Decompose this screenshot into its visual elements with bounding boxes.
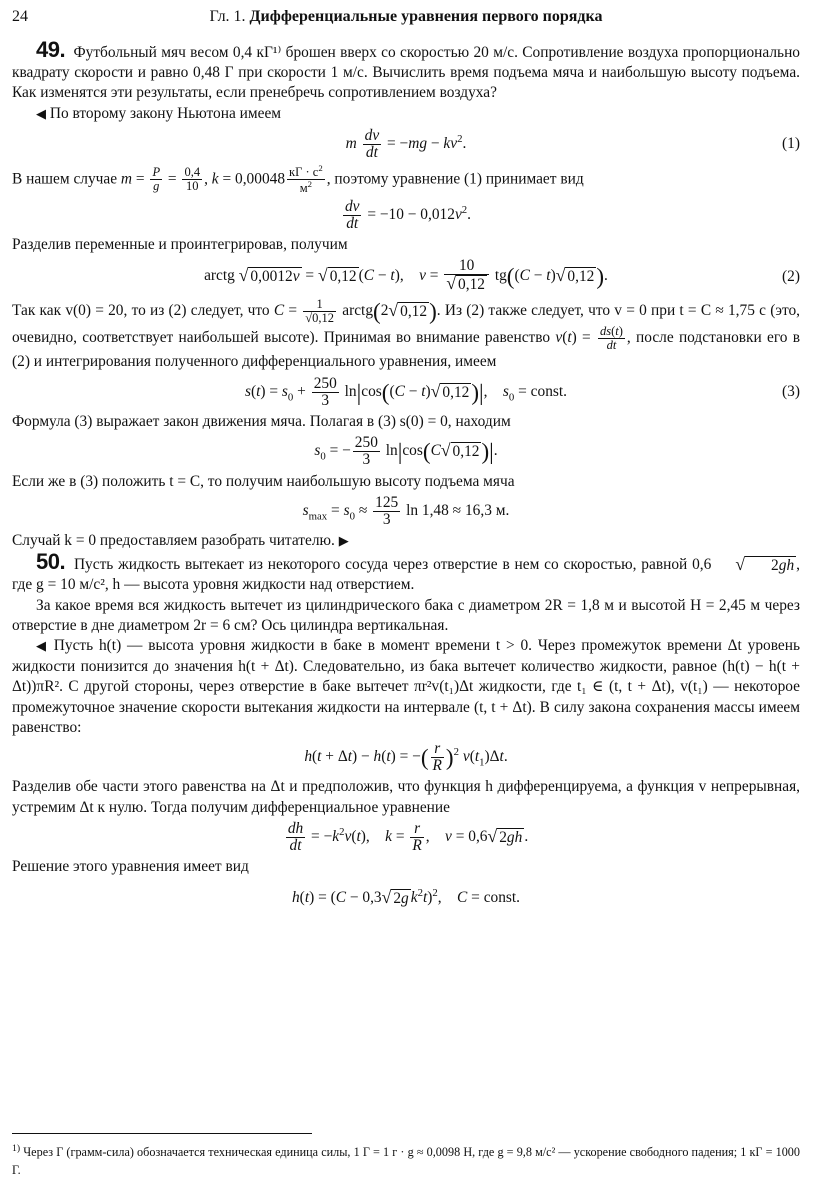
equation-2: arctg √ 0,0012v = √ 0,12 (C − t), v = 10 √ 0,12 tg((C − t) √ 0,12 ). (2) (204, 257, 800, 294)
equation-1-number: (1) (782, 135, 800, 153)
problem-50-text-a: Пусть жидкость вытекает из некоторого сосуда через отверстие в нем со скоростью, равной (73, 556, 688, 574)
solution-end-icon: ▶ (338, 534, 349, 550)
problem-49-text: Футбольный мяч весом 0,4 кГ¹⁾ брошен вверх со скоростью 20 м/с. Сопротивление воздуха пропорционально квадрату скорости и равно 0,48 Г при скорости 1 м/с. Вычислить время подъема мяча и наибольшую высоту подъема. Как изменятся эти результаты, если пренебречь сопротивлением воздуха? (12, 44, 800, 102)
running-header (12, 6, 800, 30)
problem-50-number: 50. (36, 549, 66, 575)
chapter-number: Гл. 1. (209, 8, 246, 25)
problem-49-number: 49. (36, 37, 66, 62)
equation-3: $s(t) = s_0$ + $\frac{250}{3}$ ln|cos((C − t) √ 0,12 )|, $s_0$ = const. (3) (244, 374, 800, 409)
constant-text-c: , после подстановки его в (2) и интегрирования полученного дифференциального уравнения, имеем (12, 329, 800, 371)
equation-s0: $s_0$ = − $\frac{250}{3}$ ln|cos(C √ 0,12 )|. (314, 434, 498, 469)
page-number: 24 (12, 8, 28, 25)
case-paragraph: В нашем случае m = $\frac{P}{g}$ = $\frac{0,4}{10}$ , k = 0,00048 $\frac{кГ \cdot с^2}{м^2}$ , поэтому уравнение (1) принимает вид (12, 163, 584, 196)
case-text-a: В нашем случае (12, 170, 118, 188)
constant-paragraph: Так как v(0) = 20, то из (2) следует, что C = $\frac{1}{√0,12}$ arctg(2 √ 0,12 ). Из (2) также следует, что v = 0 при t = C ≈ 1,75 с (это, очевидно, соответствует наибольшей высоте). Принимая во внимание равенство v(t) = $\frac{ds(t)}{dt}$ , после подстановки его в (2) и интегрирования полученного дифференциального уравнения, имеем (12, 296, 801, 371)
solution-form-paragraph: Решение этого уравнения имеет вид (12, 858, 249, 876)
problem-49-intro (12, 104, 800, 125)
equation-3-number: (3) (782, 383, 800, 401)
constant-text-a: Так как v(0) = 20, то из (2) следует, что (12, 302, 270, 320)
equation-reduced: $\frac{dv}{dt}$ = $-10 - 0,012v^2$. (344, 197, 472, 232)
solution-start-icon: ◀ (36, 639, 48, 655)
solution-start-icon: ◀ (36, 106, 46, 122)
equation-balance: h(t + Δt) − h(t) = −( $\frac{r}{R}$ )$^2$ $v(t_1)\Delta t$. (304, 740, 508, 775)
chapter-title: Дифференциальные уравнения первого порядка (249, 8, 603, 25)
motion-law-paragraph: Формула (3) выражает закон движения мяча. Полагая в (3) s(0) = 0, находим (12, 412, 511, 430)
footnote (12, 1140, 800, 1179)
equation-solution: h(t) = (C − 0,3 √ 2g $k^2t)^2$, C = const. (291, 886, 521, 907)
equation-smax: $s_{max} = s_0$ ≈ $\frac{125}{3}$ ln 1,48 ≈ 16,3 м. (302, 493, 510, 528)
equation-2-number: (2) (782, 267, 800, 285)
solution-text-a: Пусть h(t) — высота уровня жидкости в баке в момент времени t > 0. Через промежуток времени Δt уровень жидкости понизится до значения h(t + Δt). Следовательно, из бака вытечет количество жидкости, равное (h(t) − h(t + Δt))πR². С другой стороны, через отверстие в баке вытечет πr²v(t₁)Δt жидкости, где t₁ ∈ (t, t + Δt), v(t₁) — некоторое промежуточное значение скорости вытекания жидкости на интервале (t, t + Δt). В силу закона сохранения массы имеем равенство: (12, 637, 800, 736)
main-text (12, 37, 801, 913)
problem-50-solution (12, 636, 800, 738)
closing-text: Случай k = 0 предоставляем разобрать читателю. (12, 532, 335, 550)
equation-ode: $\frac{dh}{dt}$ = $-k^2v(t)$, k = $\frac{r}{R}$ , v = 0,6 √ 2gh . (287, 819, 529, 855)
equation-1: m $\frac{dv}{dt}$ = $-mg - kv^2$. (1) (345, 126, 800, 161)
problem-50-question: За какое время вся жидкость вытечет из цилиндрического бака с диаметром 2R = 1,8 м и высотой H = 2,45 м через отверстие в дне диаметром 2r = 6 см? Ось цилиндра вертикальная. (12, 596, 800, 634)
smax-value: 16,3 м. (464, 501, 510, 519)
problem-50-text-b: , где g = 10 м/с², h — высота уровня жидкости над отверстием. (12, 556, 800, 594)
case-text-b: , поэтому уравнение (1) принимает вид (326, 170, 584, 188)
limit-paragraph: Разделив обе части этого равенства на Δt и предположив, что функция h дифференцируема, а функция v непрерывная, устремим Δt к нулю. Тогда получим дифференциальное уравнение (12, 778, 800, 816)
problem-50-statement: 50. Пусть жидкость вытекает из некоторого сосуда через отверстие в нем со скоростью, равной 0,6 √ 2gh , где g = 10 м/с², h — высота уровня жидкости над отверстием. (12, 549, 800, 594)
problem-49-statement (12, 37, 800, 104)
constant-text-b: . Из (2) также следует, что v = 0 при t = C ≈ 1,75 с (это, очевидно, соответствует наибольшей высоте). Принимая во внимание равенство (12, 302, 801, 347)
footnote-divider (12, 1133, 312, 1134)
max-height-paragraph: Если же в (3) положить t = C, то получим наибольшую высоту подъема мяча (12, 472, 515, 490)
footnote-mark: 1) (12, 1143, 21, 1154)
footnote-text: Через Г (грамм-сила) обозначается техническая единица силы, 1 Г = 1 г · g ≈ 0,0098 Н, где g = 9,8 м/с² — ускорение свободного падения; 1 кГ = 1000 Г. (12, 1145, 800, 1178)
chapter-heading (12, 8, 800, 26)
closing-paragraph (12, 531, 800, 552)
intro-text: По второму закону Ньютона имеем (49, 104, 282, 122)
separation-paragraph: Разделив переменные и проинтегрировав, получим (12, 236, 348, 254)
